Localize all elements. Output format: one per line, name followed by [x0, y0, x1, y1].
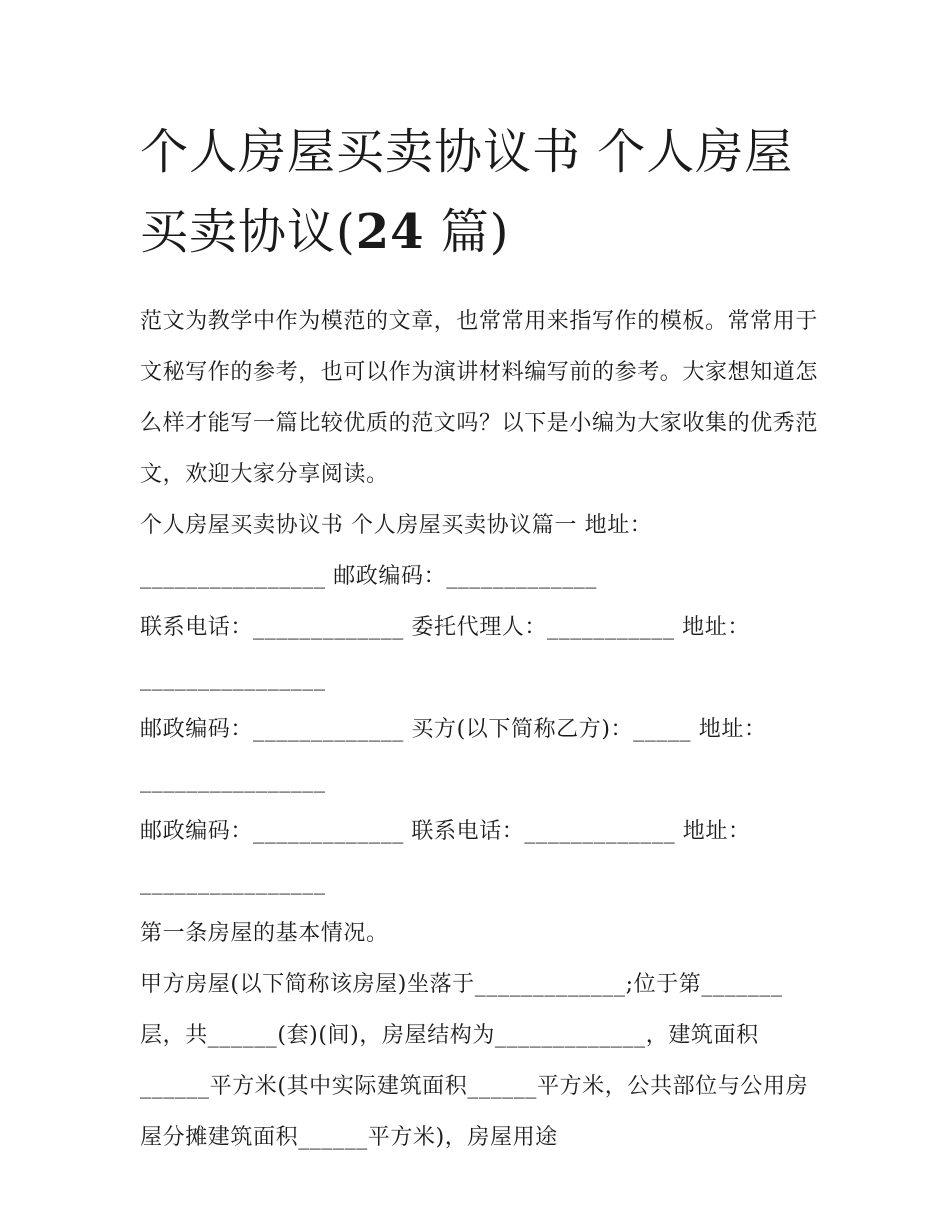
- paragraph-property-details: 甲方房屋(以下简称该房屋)坐落于_____________;位于第_______层，共______(套)(间)，房屋结构为_____________，建筑面积______平方米(其中实际建筑面积______平方米，公共部位与公用房屋分摊建筑面积______平方米)，房屋用途: [140, 972, 809, 1150]
- document-title: [140, 112, 820, 272]
- document-body: [140, 296, 820, 1163]
- intro-paragraph: 范文为教学中作为模范的文章，也常常用来指写作的模板。常常用于文秘写作的参考，也可以作为演讲材料编写前的参考。大家想知道怎么样才能写一篇比较优质的范文吗？以下是小编为大家收集的优秀范文，欢迎大家分享阅读。: [140, 309, 819, 487]
- paragraph-seller-address: 个人房屋买卖协议书 个人房屋买卖协议篇一 地址：________________ 邮政编码：_____________: [140, 513, 653, 589]
- paragraph-buyer-contact: 邮政编码：_____________ 联系电话：_____________ 地址：________________: [140, 819, 751, 895]
- paragraph-buyer: 邮政编码：_____________ 买方(以下简称乙方)：_____ 地址：________________: [140, 717, 767, 793]
- document-page: [140, 112, 820, 1163]
- title-number: 24: [355, 204, 425, 260]
- title-text-part2: 篇): [424, 204, 510, 260]
- section-heading-article-1: 第一条房屋的基本情况。: [140, 921, 389, 946]
- paragraph-seller-contact: 联系电话：_____________ 委托代理人：___________ 地址：________________: [140, 615, 750, 691]
- title-text-part1: 个人房屋买卖协议书 个人房屋买卖协议(: [140, 124, 794, 260]
